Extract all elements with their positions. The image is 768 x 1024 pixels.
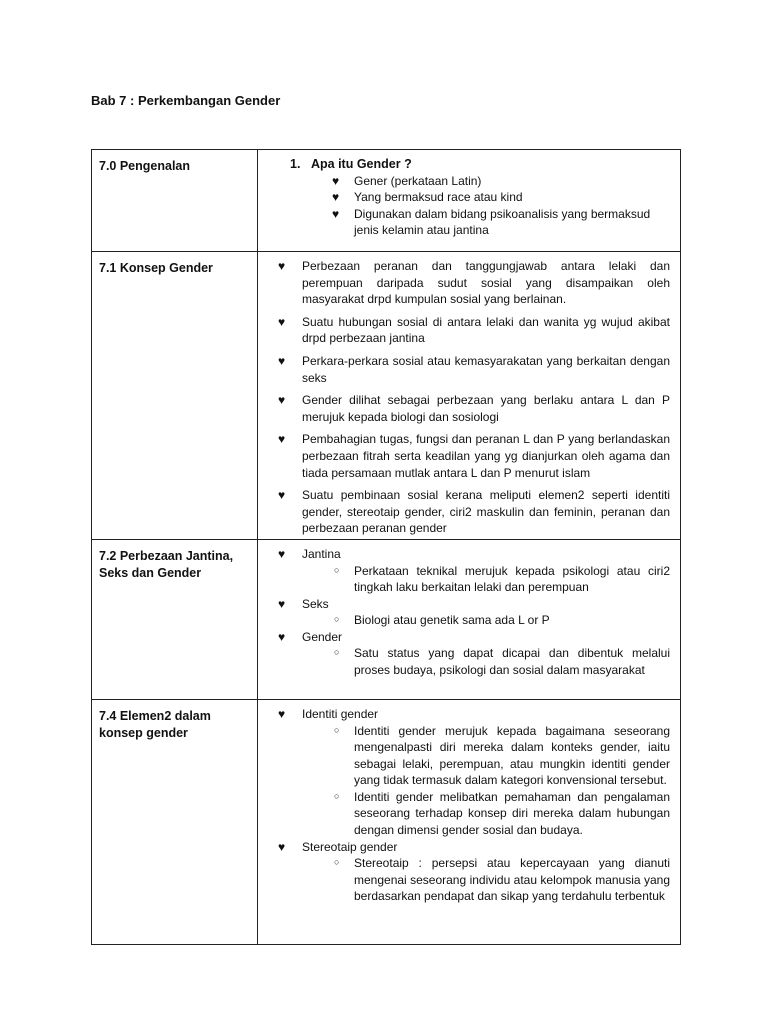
- row-topic: 7.0 Pengenalan: [92, 150, 258, 252]
- circle-bullet-icon: ○: [334, 614, 340, 625]
- list-item: ♥ Jantina ○ Perkataan teknikal merujuk kepada psikologi atau ciri2 tingkah laku berkaitan lelaki dan perempuan: [278, 546, 670, 595]
- heart-bullet-icon: ♥: [332, 173, 340, 188]
- notes-table: [91, 149, 681, 945]
- heart-bullet-icon: ♥: [278, 629, 286, 644]
- sub-list-item: ○ Stereotaip : persepsi atau kepercayaan yang dianuti mengenai seseorang individu atau kelompok manusia yang berdasarkan pendapat dan sikap yang terdahulu terbentuk: [334, 856, 670, 904]
- list-item: ♥ Gender dilihat sebagai perbezaan yang berlaku antara L dan P merujuk kepada biologi dan sosiologi: [278, 393, 670, 424]
- heart-bullet-icon: ♥: [278, 706, 286, 721]
- circle-bullet-icon: ○: [334, 857, 340, 868]
- heart-bullet-icon: ♥: [278, 546, 286, 561]
- sub-list-item: ○ Satu status yang dapat dicapai dan dibentuk melalui proses budaya, psikologi dan sosial dalam masyarakat: [334, 646, 670, 678]
- row-topic: 7.1 Konsep Gender: [92, 252, 258, 540]
- sub-list-item: ○ Identiti gender melibatkan pemahaman dan pengalaman seseorang terhadap konsep diri mereka dalam hubungan dengan dimensi gender sosial dan budaya.: [334, 789, 670, 838]
- heart-bullet-icon: ♥: [278, 259, 286, 273]
- heart-bullet-icon: ♥: [278, 839, 286, 854]
- heart-bullet-icon: ♥: [332, 190, 340, 205]
- heart-bullet-icon: ♥: [278, 353, 286, 368]
- heading-text: Apa itu Gender ?: [311, 157, 412, 171]
- row-topic: 7.2 Perbezaan Jantina, Seks dan Gender: [92, 539, 258, 699]
- sub-list-item: ○ Biologi atau genetik sama ada L or P: [334, 613, 550, 628]
- sub-list: [332, 723, 670, 839]
- heart-bullet-icon: ♥: [278, 393, 286, 408]
- bullet-list: [278, 546, 670, 679]
- list-item: ♥ Yang bermaksud race atau kind: [332, 190, 523, 205]
- heart-bullet-icon: ♥: [278, 432, 286, 447]
- circle-bullet-icon: ○: [334, 724, 340, 735]
- sub-list: [332, 563, 670, 596]
- table-row: [92, 150, 681, 252]
- list-item: ♥ Suatu pembinaan sosial kerana meliputi elemen2 seperti identiti gender, stereotaip gender, ciri2 maskulin dan feminin, peranan dan perbezaan peranan gender: [278, 488, 670, 536]
- list-item: ♥ Pembahagian tugas, fungsi dan peranan L dan P yang berlandaskan perbezaan fitrah serta keadilan yang yg dianjurkan oleh agama dan tiada persamaan mutlak antara L dan P menurut islam: [278, 432, 670, 480]
- row-content: [258, 150, 681, 252]
- row-content: [258, 252, 681, 540]
- list-item: ♥ Perkara-perkara sosial atau kemasyarakatan yang berkaitan dengan seks: [278, 353, 670, 385]
- row-topic: 7.4 Elemen2 dalam konsep gender: [92, 699, 258, 944]
- list-item: ♥ Perbezaan peranan dan tanggungjawab antara lelaki dan perempuan daripada sudut sosial yang disampaikan oleh masyarakat drpd kumpulan sosial yang berlainan.: [278, 259, 670, 307]
- list-item: ♥ Identiti gender ○ Identiti gender merujuk kepada bagaimana seseorang mengenalpasti diri mereka dalam konteks gender, iaitu sebagai lelaki, perempuan, atau mungkin identiti gender yang tidak termasuk dalam kategori konvensional tersebut. ○ Identiti gender melibatkan pemahaman dan pengalaman seseorang terhadap konsep diri mereka dalam hubungan dengan dimensi gender sosial dan budaya.: [278, 706, 670, 838]
- sub-list: [332, 612, 670, 629]
- section-heading: [290, 156, 670, 173]
- list-item: ♥ Suatu hubungan sosial di antara lelaki dan wanita yg wujud akibat drpd perbezaan jantina: [278, 314, 670, 346]
- table-row: [92, 539, 681, 699]
- sub-list: [332, 645, 670, 678]
- list-item: ♥ Gender ○ Satu status yang dapat dicapai dan dibentuk melalui proses budaya, psikologi dan sosial dalam masyarakat: [278, 629, 670, 678]
- table-row: [92, 252, 681, 540]
- sub-list-item: ○ Perkataan teknikal merujuk kepada psikologi atau ciri2 tingkah laku berkaitan lelaki dan perempuan: [334, 563, 670, 595]
- row-content: [258, 539, 681, 699]
- circle-bullet-icon: ○: [334, 790, 340, 801]
- heart-bullet-icon: ♥: [278, 596, 286, 611]
- bullet-list: [332, 173, 670, 239]
- table-row: [92, 699, 681, 944]
- heading-number: 1.: [290, 157, 301, 171]
- circle-bullet-icon: ○: [334, 564, 340, 575]
- bullet-list: [278, 706, 670, 905]
- page-title: Bab 7 : Perkembangan Gender: [91, 93, 281, 108]
- list-item: ♥ Seks ○ Biologi atau genetik sama ada L or P: [278, 596, 670, 629]
- list-item: ♥ Digunakan dalam bidang psikoanalisis yang bermaksud jenis kelamin atau jantina: [332, 206, 651, 238]
- list-item: ♥ Gener (perkataan Latin): [332, 173, 482, 188]
- heart-bullet-icon: ♥: [278, 488, 286, 503]
- circle-bullet-icon: ○: [334, 647, 340, 658]
- row-content: [258, 699, 681, 944]
- bullet-list: [278, 258, 670, 537]
- sub-list-item: ○ Identiti gender merujuk kepada bagaimana seseorang mengenalpasti diri mereka dalam konteks gender, iaitu sebagai lelaki, perempuan, atau mungkin identiti gender yang tidak termasuk dalam kategori konvensional tersebut.: [334, 723, 670, 788]
- sub-list: [332, 855, 670, 905]
- list-item: ♥ Stereotaip gender ○ Stereotaip : persepsi atau kepercayaan yang dianuti mengenai seseorang individu atau kelompok manusia yang berdasarkan pendapat dan sikap yang terdahulu terbentuk: [278, 839, 670, 904]
- heart-bullet-icon: ♥: [332, 206, 340, 221]
- heart-bullet-icon: ♥: [278, 314, 286, 329]
